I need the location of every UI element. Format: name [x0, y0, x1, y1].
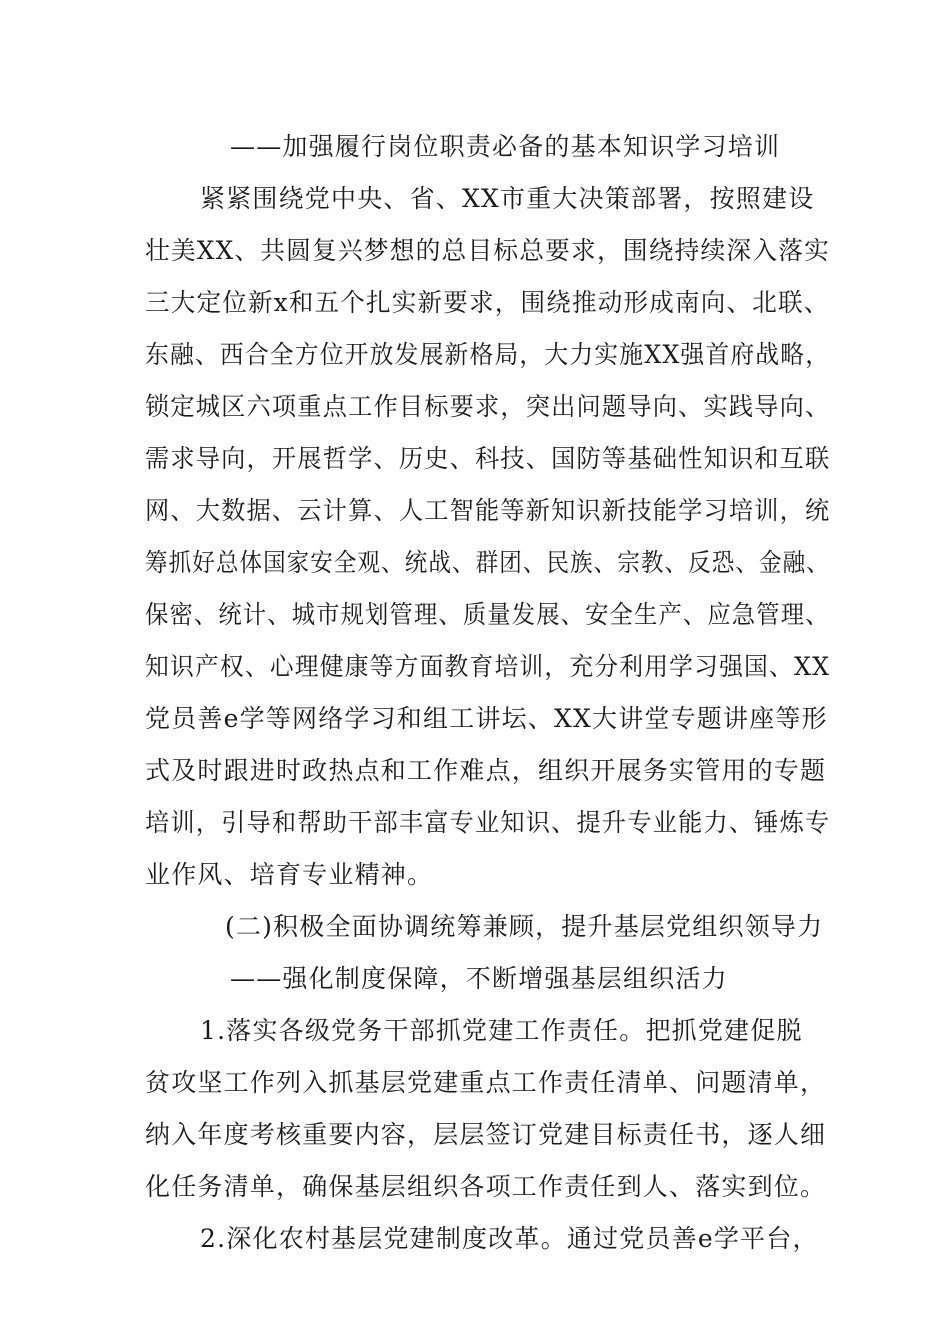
paragraph-line: 壮美XX、共圆复兴梦想的总目标总要求，围绕持续深入落实 [145, 236, 831, 265]
paragraph-line: 需求导向，开展哲学、历史、科技、国防等基础性知识和互联 [145, 444, 831, 473]
subheading-institutional-guarantee: ——强化制度保障，不断增强基层组织活力 [230, 964, 728, 993]
paragraph-line: 业作风、培育专业精神。 [145, 860, 434, 889]
paragraph-line: 紧紧围绕党中央、省、XX市重大决策部署，按照建设 [200, 184, 815, 213]
paragraph-line: 贫攻坚工作列入抓基层党建重点工作责任清单、问题清单， [145, 1068, 827, 1097]
paragraph-line: 培训，引导和帮助干部丰富专业知识、提升专业能力、锤炼专 [145, 808, 831, 837]
paragraph-line: 保密、统计、城市规划管理、质量发展、安全生产、应急管理、 [145, 600, 830, 629]
paragraph-line: 筹抓好总体国家安全观、统战、群团、民族、宗教、反恐、金融、 [145, 548, 830, 577]
paragraph-line: 2.深化农村基层党建制度改革。通过党员善e学平台， [200, 1224, 819, 1253]
paragraph-line: 锁定城区六项重点工作目标要求，突出问题导向、实践导向、 [145, 392, 831, 421]
paragraph-line: 知识产权、心理健康等方面教育培训，充分利用学习强国、XX [145, 652, 831, 681]
paragraph-line: 东融、西合全方位开放发展新格局，大力实施XX强首府战略， [145, 340, 831, 369]
section-heading-party-leadership: (二)积极全面协调统筹兼顾，提升基层党组织领导力 [225, 912, 824, 941]
paragraph-line: 党员善e学等网络学习和组工讲坛、XX大讲堂专题讲座等形 [145, 704, 828, 733]
paragraph-line: 1.落实各级党务干部抓党建工作责任。把抓党建促脱 [200, 1016, 803, 1045]
paragraph-line: 化任务清单，确保基层组织各项工作责任到人、落实到位。 [145, 1172, 827, 1201]
paragraph-line: 纳入年度考核重要内容，层层签订党建目标责任书，逐人细 [145, 1120, 827, 1149]
paragraph-line: 网、大数据、云计算、人工智能等新知识新技能学习培训，统 [145, 496, 831, 525]
paragraph-line: 式及时跟进时政热点和工作难点，组织开展务实管用的专题 [145, 756, 827, 785]
subheading-basic-knowledge-training: ——加强履行岗位职责必备的基本知识学习培训 [230, 132, 781, 161]
paragraph-line: 三大定位新x和五个扎实新要求，围绕推动形成南向、北联、 [145, 288, 830, 317]
